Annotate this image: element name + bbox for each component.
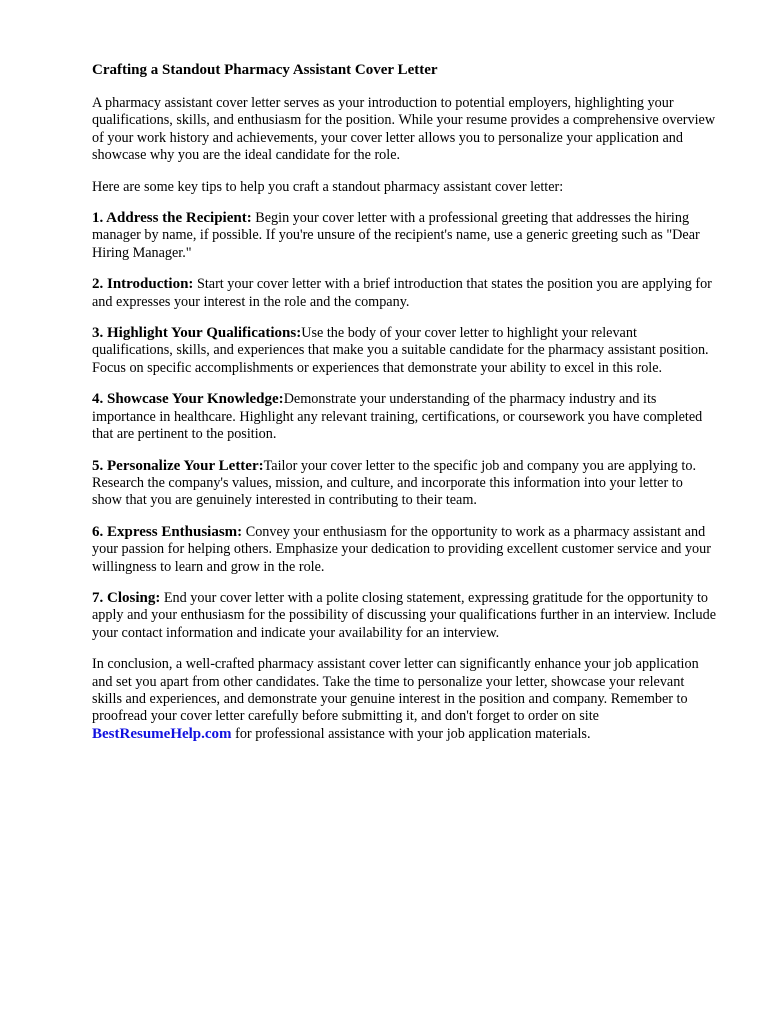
tip-5-paragraph [92,458,716,510]
tip-5-text: Tailor your cover letter to the specific job and company you are applying to. Research the company's values, mission, and culture, and incorporate this information into your letter to show that you are genuinely interested in contributing to their team. [92,457,696,509]
tip-5-heading: 5. Personalize Your Letter: [92,457,264,474]
conclusion-text-before-link: In conclusion, a well-crafted pharmacy assistant cover letter can significantly enhance your job application and set you apart from other candidates. Take the time to personalize your letter, showcase your relevant skills and experiences, and demonstrate your genuine interest in the position and company. Remember to proofread your cover letter carefully before submitting it, and don't forget to order on site [92,656,699,725]
tip-4-heading: 4. Showcase Your Knowledge: [92,391,284,408]
tip-3-text: Use the body of your cover letter to highlight your relevant qualifications, skills, and experiences that make you a suitable candidate for the pharmacy assistant position. Focus on specific accomplishments or experiences that demonstrate your ability to excel in this role. [92,325,709,376]
tip-6-paragraph [92,524,716,576]
tip-4-text: Demonstrate your understanding of the pharmacy industry and its importance in healthcare. Highlight any relevant training, certifications, or coursework you have completed that are pertinent to the position. [92,391,703,443]
document-title: Crafting a Standout Pharmacy Assistant Cover Letter [92,62,438,78]
tip-2-heading: 2. Introduction: [92,276,194,293]
tip-2-paragraph [92,276,716,311]
conclusion-text-after-link: for professional assistance with your job application materials. [235,725,591,742]
tip-7-paragraph [92,590,716,642]
tip-2-text: Start your cover letter with a brief introduction that states the position you are applying for and expresses your interest in the role and the company. [92,276,712,310]
tip-3-paragraph [92,325,716,377]
tip-1-text: Begin your cover letter with a professional greeting that addresses the hiring manager by name, if possible. If you're unsure of the recipient's name, use a generic greeting such as "Dear Hiring Manager." [92,210,700,261]
tips-lead-paragraph: Here are some key tips to help you craft a standout pharmacy assistant cover letter: [92,178,564,195]
bestresumehelp-link[interactable]: BestResumeHelp.com [92,725,232,742]
tip-6-text: Convey your enthusiasm for the opportunity to work as a pharmacy assistant and your passion for helping others. Emphasize your dedication to providing excellent customer service and your willingness to learn and grow in the role. [92,523,711,575]
tip-7-text: End your cover letter with a polite closing statement, expressing gratitude for the opportunity to apply and your enthusiasm for the possibility of discussing your qualifications further in an interview. Include your contact information and indicate your availability for an interview. [92,589,716,641]
intro-paragraph: A pharmacy assistant cover letter serves as your introduction to potential employers, highlighting your qualifications, skills, and enthusiasm for the position. While your resume provides a comprehensive overview of your work history and achievements, your cover letter allows you to personalize your application and showcase why you are the ideal candidate for the role. [92,95,716,164]
tip-4-paragraph [92,391,716,443]
tip-3-heading: 3. Highlight Your Qualifications: [92,325,302,342]
tip-7-heading: 7. Closing: [92,589,161,606]
tip-1-heading: 1. Address the Recipient: [92,210,252,227]
conclusion-paragraph [92,656,716,743]
tip-1-paragraph [92,210,716,262]
tip-6-heading: 6. Express Enthusiasm: [92,523,243,540]
